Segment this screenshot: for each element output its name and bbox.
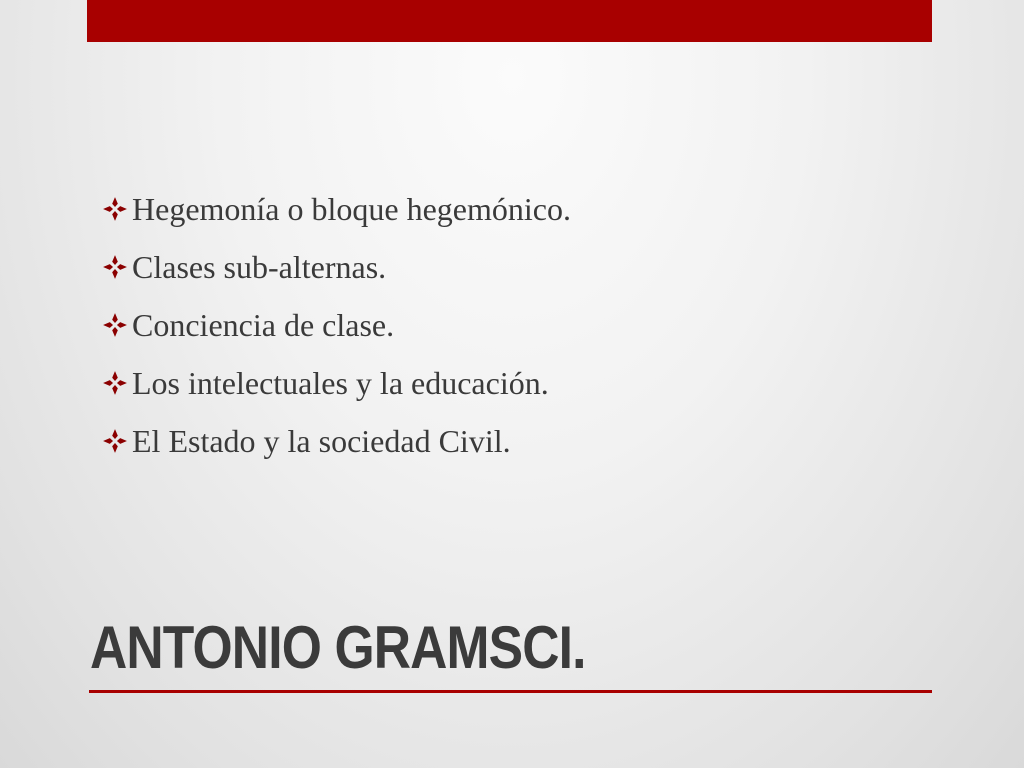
bullet-text: Clases sub-alternas. bbox=[132, 248, 387, 285]
bullet-item bbox=[102, 238, 571, 296]
diamond-fleuron-icon bbox=[102, 312, 128, 338]
bullet-text: Los intelectuales y la educación. bbox=[132, 364, 549, 401]
bullet-text: Conciencia de clase. bbox=[132, 306, 395, 343]
diamond-fleuron-icon bbox=[102, 370, 128, 396]
top-accent-bar bbox=[87, 0, 932, 42]
diamond-fleuron-icon bbox=[102, 196, 128, 222]
bullet-text: Hegemonía o bloque hegemónico. bbox=[132, 190, 571, 227]
bullet-item bbox=[102, 354, 571, 412]
diamond-fleuron-icon bbox=[102, 428, 128, 454]
diamond-fleuron-icon bbox=[102, 254, 128, 280]
bullet-item bbox=[102, 412, 571, 470]
title-underline bbox=[89, 690, 932, 693]
bullet-item bbox=[102, 180, 571, 238]
bullet-text: El Estado y la sociedad Civil. bbox=[132, 422, 511, 459]
bullet-item bbox=[102, 296, 571, 354]
bullet-list bbox=[102, 180, 571, 470]
slide-title: ANTONIO GRAMSCI. bbox=[90, 614, 586, 681]
